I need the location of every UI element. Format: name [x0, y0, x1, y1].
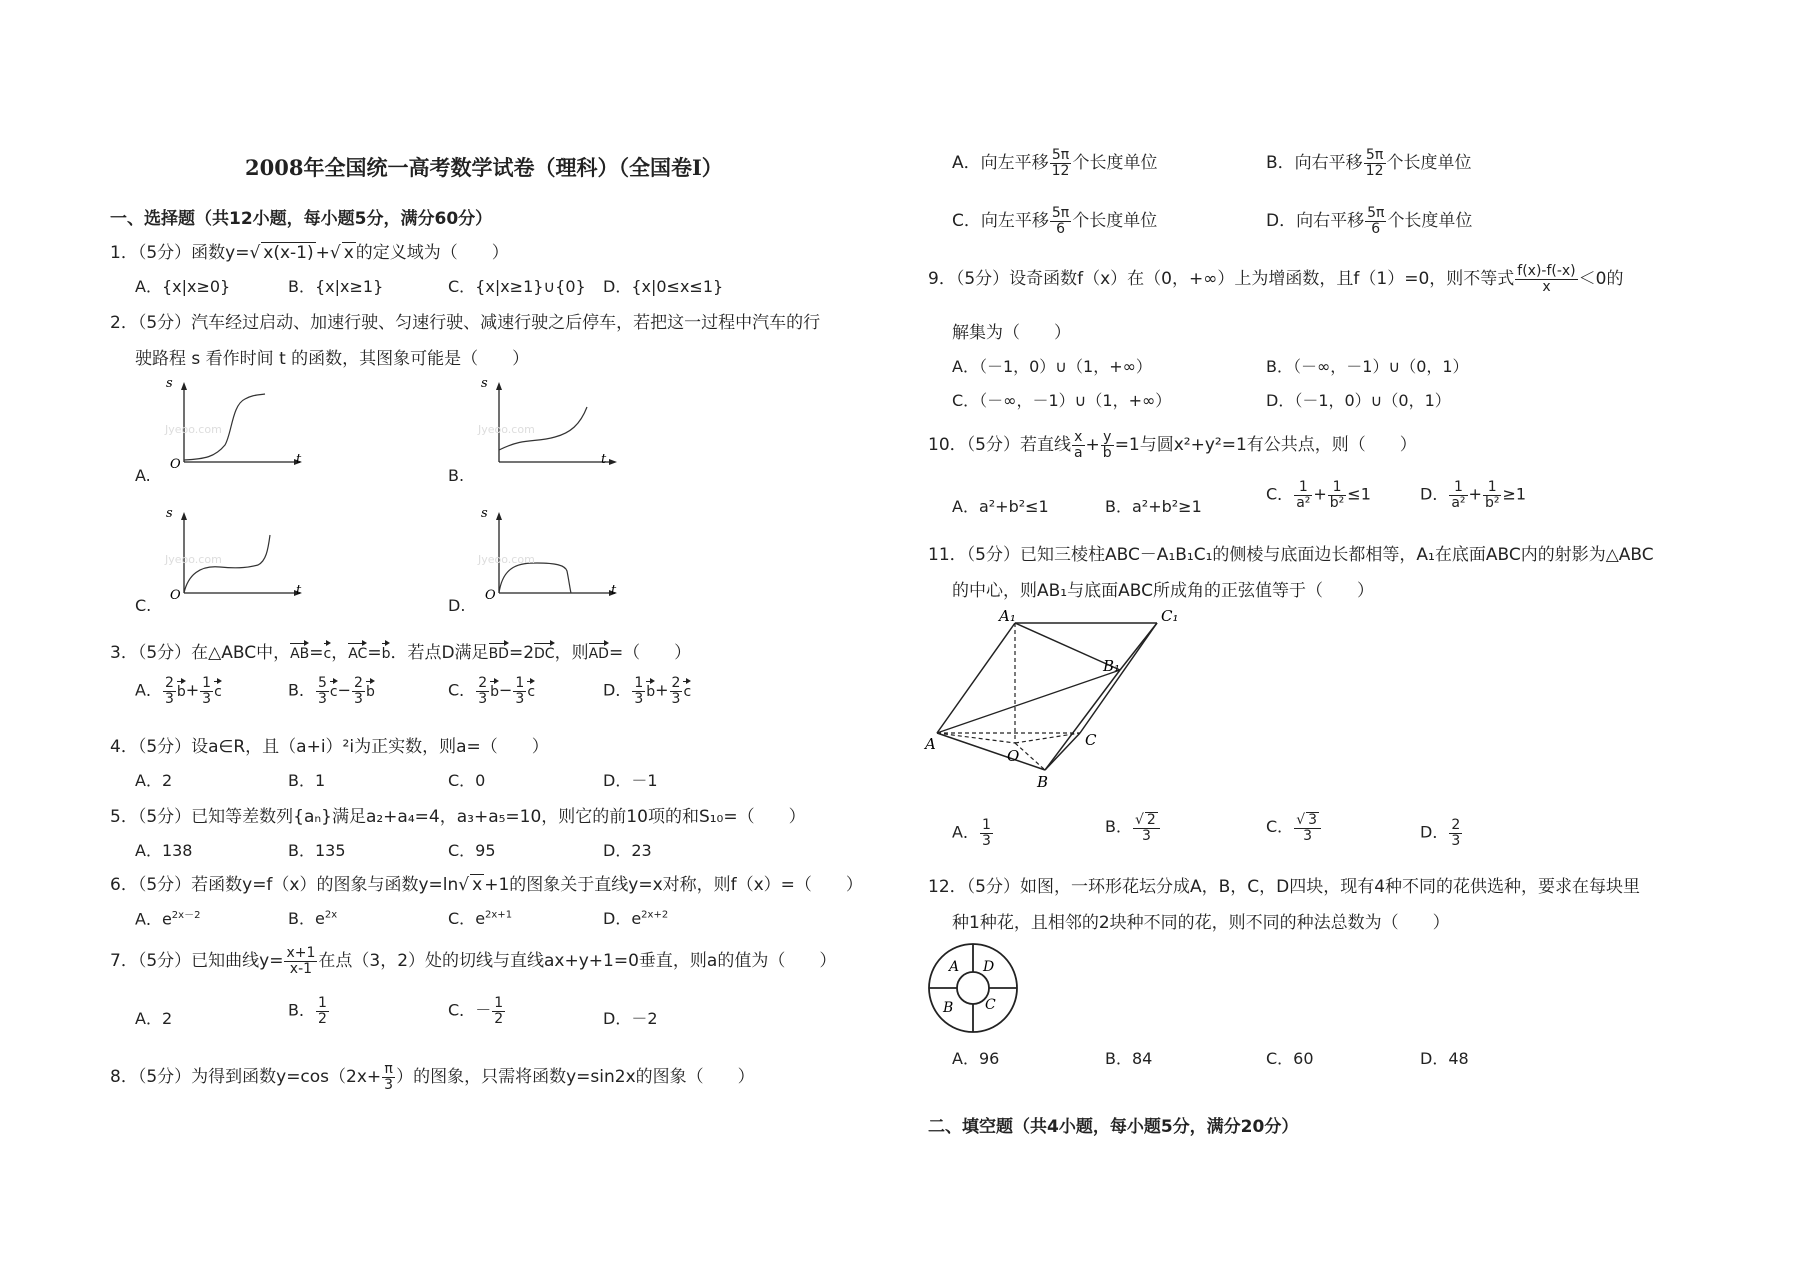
question-12-line1: 12．（5分）如图，一环形花坛分成A，B，C，D四块，现有4种不同的花供选种，要求在每块里	[928, 877, 1641, 897]
svg-text:Jyeoo.com: Jyeoo.com	[165, 553, 222, 566]
svg-text:A₁: A₁	[999, 607, 1016, 625]
q6-option-b: B．$e^{2x}$	[288, 909, 338, 928]
q11-option-d: D． $\frac{2}{3}$	[1420, 817, 1461, 849]
q1-option-d: D．{x|0≤x≤1}	[603, 277, 724, 296]
q2-graph-a	[160, 375, 310, 475]
svg-text:s: s	[166, 376, 173, 391]
q12-ring-figure	[925, 940, 1021, 1036]
svg-text:Jyeoo.com: Jyeoo.com	[478, 423, 535, 436]
svg-text:t: t	[296, 583, 302, 598]
q9-option-d: D．（－1，0）∪（0，1）	[1266, 391, 1451, 410]
svg-text:O: O	[170, 457, 181, 472]
q3-option-a: A． $\frac{2}{3}$ b+ $\frac{1}{3}$ c	[135, 675, 222, 707]
question-2-line2: 驶路程 s 看作时间 t 的函数，其图象可能是（ ）	[135, 349, 530, 369]
q12-option-c: C．60	[1266, 1049, 1314, 1068]
svg-text:C: C	[1085, 731, 1097, 749]
q8-option-b: B．向右平移 $\frac{5\pi}{12}$ 个长度单位	[1266, 147, 1472, 179]
svg-text:O: O	[1007, 747, 1020, 765]
q4-option-b: B．1	[288, 771, 326, 790]
q2-graph-b	[475, 375, 625, 475]
q5-option-b: B．135	[288, 841, 346, 860]
q7-option-b: B． $\frac{1}{2}$	[288, 995, 327, 1027]
question-10: 10．（5分）若直线 $\frac{x}{a}$ + $\frac{y}{b}$ =1与圆x²+y²=1有公共点，则（ ）	[928, 429, 1417, 461]
svg-text:A: A	[925, 735, 936, 753]
q8-option-d: D．向右平移 $\frac{5\pi}{6}$ 个长度单位	[1266, 205, 1473, 237]
q2-option-c-label: C.	[135, 596, 152, 615]
svg-text:s: s	[481, 506, 488, 521]
q4-option-c: C．0	[448, 771, 486, 790]
q8-option-c: C．向左平移 $\frac{5\pi}{6}$ 个长度单位	[952, 205, 1158, 237]
q12-option-a: A．96	[952, 1049, 1000, 1068]
q5-option-a: A．138	[135, 841, 193, 860]
q2-option-b-label: B.	[448, 466, 465, 485]
question-3: 3．（5分）在△ABC中，AB=c，AC=b．若点D满足BD=2DC，则AD=（ ）	[110, 643, 692, 663]
question-9: 9．（5分）设奇函数f（x）在（0，+∞）上为增函数，且f（1）=0，则不等式 $\frac{f(x)-f(-x)}{x}$ ＜0的	[928, 263, 1624, 295]
q12-option-d: D．48	[1420, 1049, 1469, 1068]
svg-text:O: O	[485, 588, 496, 603]
q10-option-b: B．a²+b²≥1	[1105, 497, 1202, 516]
question-6: 6．（5分）若函数y=f（x）的图象与函数y=ln√ x +1的图象关于直线y=x对称，则f（x）=（ ）	[110, 875, 863, 895]
q12-option-b: B．84	[1105, 1049, 1153, 1068]
q11-option-a: A． $\frac{1}{3}$	[952, 817, 991, 849]
page-title: 2008年全国统一高考数学试卷（理科）（全国卷I）	[245, 155, 723, 180]
question-2-line1: 2．（5分）汽车经过启动、加速行驶、匀速行驶、减速行驶之后停车，若把这一过程中汽车的行	[110, 313, 821, 333]
svg-text:C: C	[985, 997, 996, 1013]
q7-option-c: C．－ $\frac{1}{2}$	[448, 995, 504, 1027]
q5-option-d: D．23	[603, 841, 652, 860]
svg-text:s: s	[166, 506, 173, 521]
q8-option-a: A．向左平移 $\frac{5\pi}{12}$ 个长度单位	[952, 147, 1158, 179]
q6-option-a: A．$e^{2x-2}$	[135, 909, 201, 929]
q4-option-a: A．2	[135, 771, 173, 790]
svg-text:Jyeoo.com: Jyeoo.com	[478, 553, 535, 566]
q10-option-a: A．a²+b²≤1	[952, 497, 1049, 516]
question-11-line2: 的中心，则AB₁与底面ABC所成角的正弦值等于（ ）	[952, 581, 1374, 601]
question-8: 8．（5分）为得到函数y=cos（2x+ $\frac{\pi}{3}$ ）的图象，只需将函数y=sin2x的图象（ ）	[110, 1061, 755, 1093]
q4-option-d: D．－1	[603, 771, 658, 790]
q3-option-b: B． $\frac{5}{3}$ c− $\frac{2}{3}$ b	[288, 675, 375, 707]
svg-text:O: O	[170, 588, 181, 603]
question-9-line2: 解集为（ ）	[952, 323, 1071, 343]
svg-text:B: B	[1037, 773, 1049, 791]
q11-option-b: B． $\frac{√ 2}{3}$	[1105, 812, 1161, 843]
question-12-line2: 种1种花，且相邻的2块种不同的花，则不同的种法总数为（ ）	[952, 913, 1450, 933]
svg-text:t: t	[601, 452, 607, 467]
svg-text:t: t	[296, 452, 302, 467]
q2-option-d-label: D.	[448, 596, 466, 615]
q6-option-c: C．$e^{2x+1}$	[448, 909, 513, 928]
svg-text:A: A	[949, 959, 960, 975]
q5-option-c: C．95	[448, 841, 496, 860]
svg-text:B: B	[943, 1000, 954, 1016]
q2-graph-c	[160, 505, 310, 605]
q11-prism-figure	[925, 605, 1185, 795]
q9-option-c: C．（－∞，－1）∪（1，+∞）	[952, 391, 1172, 410]
q2-option-a-label: A.	[135, 466, 151, 485]
q9-option-b: B．（－∞，－1）∪（0，1）	[1266, 357, 1469, 376]
question-7: 7．（5分）已知曲线y= $\frac{x+1}{x-1}$ 在点（3，2）处的切线与直线ax+y+1=0垂直，则a的值为（ ）	[110, 945, 837, 977]
q3-option-c: C． $\frac{2}{3}$ b− $\frac{1}{3}$ c	[448, 675, 536, 707]
q1-option-b: B．{x|x≥1}	[288, 277, 384, 296]
svg-text:t: t	[611, 583, 617, 598]
question-11-line1: 11．（5分）已知三棱柱ABC－A₁B₁C₁的侧棱与底面边长都相等，A₁在底面ABC内的射影为△ABC	[928, 545, 1654, 565]
q7-option-d: D．－2	[603, 1009, 658, 1028]
question-1: 1．（5分）函数y=√ x(x-1) +√ x 的定义域为（ ）	[110, 243, 509, 263]
q9-option-a: A．（－1，0）∪（1，+∞）	[952, 357, 1152, 376]
q1-option-a: A．{x|x≥0}	[135, 277, 231, 296]
section-heading-fill-in: 二、填空题（共4小题，每小题5分，满分20分）	[928, 1117, 1299, 1137]
q1-option-c: C．{x|x≥1}∪{0}	[448, 277, 586, 296]
svg-text:D: D	[983, 959, 995, 975]
q10-option-c: C． $\frac{1}{\text{a²}}$ + $\frac{1}{\text{b²}}$ ≤1	[1266, 479, 1371, 511]
question-4: 4．（5分）设a∈R，且（a+i）²i为正实数，则a=（ ）	[110, 737, 549, 757]
svg-text:C₁: C₁	[1161, 607, 1179, 625]
q11-option-c: C． $\frac{√ 3}{3}$	[1266, 812, 1322, 843]
svg-text:B₁: B₁	[1103, 657, 1121, 675]
svg-text:Jyeoo.com: Jyeoo.com	[165, 423, 222, 436]
q7-option-a: A．2	[135, 1009, 173, 1028]
q10-option-d: D． $\frac{1}{\text{a²}}$ + $\frac{1}{\text{b²}}$ ≥1	[1420, 479, 1527, 511]
question-5: 5．（5分）已知等差数列{aₙ}满足a₂+a₄=4，a₃+a₅=10，则它的前10项的和S₁₀=（ ）	[110, 807, 806, 827]
q6-option-d: D．$e^{2x+2}$	[603, 909, 669, 928]
svg-text:s: s	[481, 376, 488, 391]
section-heading-choice: 一、选择题（共12小题，每小题5分，满分60分）	[110, 209, 493, 229]
q2-graph-d	[475, 505, 625, 605]
q3-option-d: D． $\frac{1}{3}$ b+ $\frac{2}{3}$ c	[603, 675, 692, 707]
